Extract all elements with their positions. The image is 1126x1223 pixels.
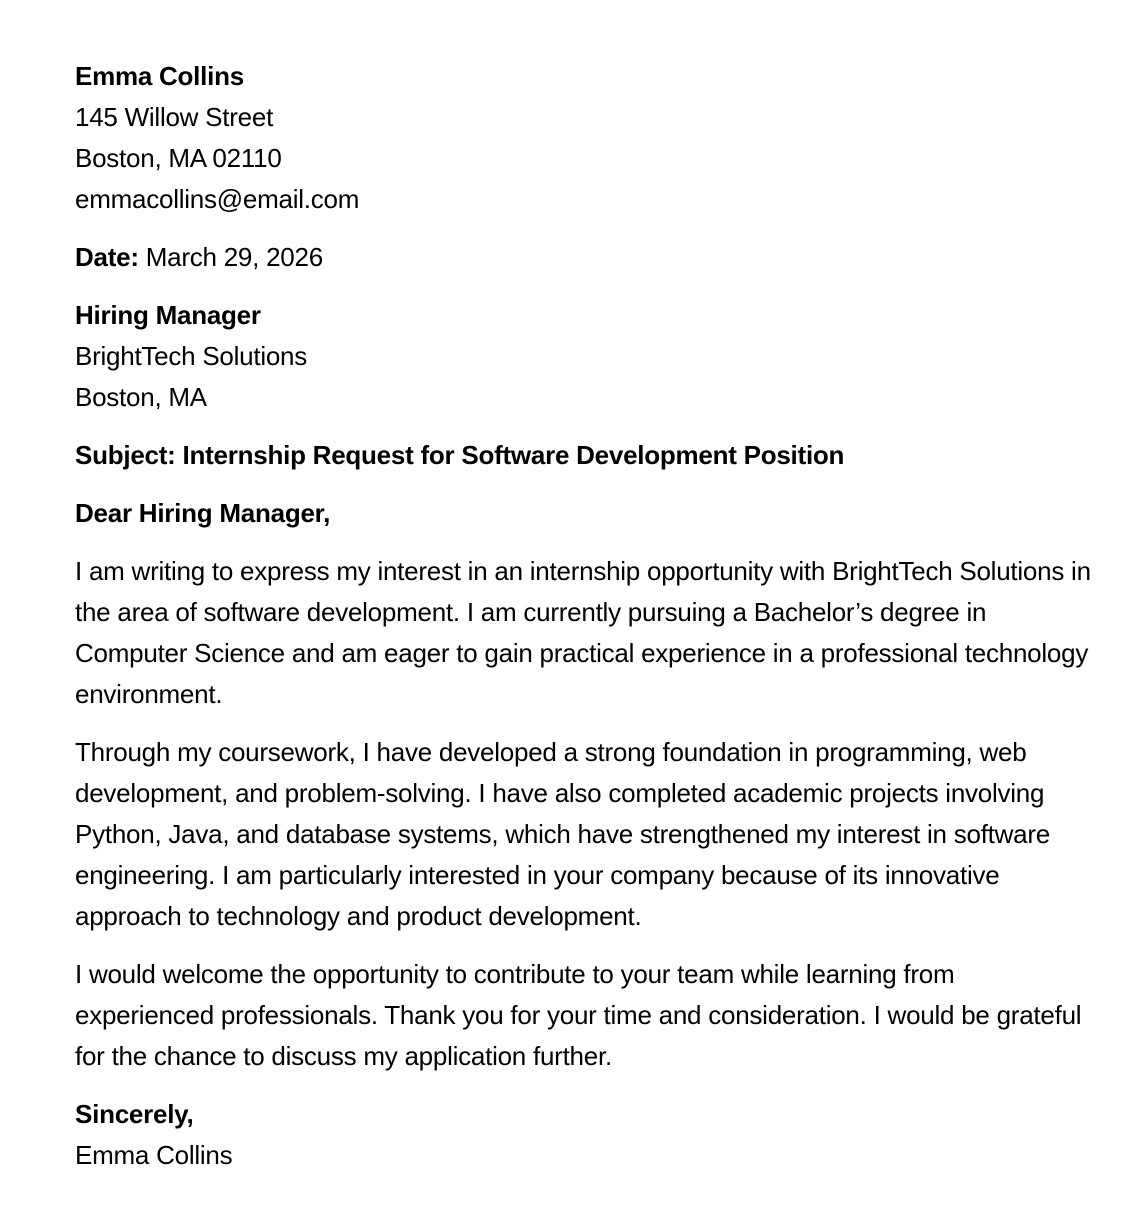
salutation: Dear Hiring Manager, bbox=[75, 498, 331, 528]
closing-block bbox=[75, 1094, 1091, 1176]
closing-signature: Emma Collins bbox=[75, 1140, 233, 1170]
subject-line-block bbox=[75, 435, 1091, 476]
recipient-company: BrightTech Solutions bbox=[75, 341, 308, 371]
closing-signoff: Sincerely, bbox=[75, 1099, 194, 1129]
sender-name: Emma Collins bbox=[75, 61, 244, 91]
date-value: March 29, 2026 bbox=[145, 242, 323, 272]
sender-block bbox=[75, 56, 1091, 220]
body-paragraph-3 bbox=[75, 954, 1091, 1077]
date-line bbox=[75, 237, 1091, 278]
sender-address-line1: 145 Willow Street bbox=[75, 102, 274, 132]
recipient-block bbox=[75, 295, 1091, 418]
body-paragraph-2 bbox=[75, 732, 1091, 937]
salutation-block bbox=[75, 493, 1091, 534]
sender-address-line2: Boston, MA 02110 bbox=[75, 143, 282, 173]
date-paragraph bbox=[75, 237, 1091, 278]
recipient-location: Boston, MA bbox=[75, 382, 207, 412]
body-paragraph-text: I would welcome the opportunity to contribute to your team while learning from experienced professionals. Thank you for your time and consideration. I would be grateful for the chance to discuss my application further. bbox=[75, 959, 1082, 1071]
subject-line: Subject: Internship Request for Software Development Position bbox=[75, 440, 845, 470]
body-paragraph-text: I am writing to express my interest in an internship opportunity with BrightTech Solutions in the area of software development. I am currently pursuing a Bachelor’s degree in Computer Science and am eager to gain practical experience in a professional technology environment. bbox=[75, 556, 1091, 709]
body-paragraph-text: Through my coursework, I have developed a strong foundation in programming, web development, and problem-solving. I have also completed academic projects involving Python, Java, and database systems, which have strengthened my interest in software engineering. I am particularly interested in your company because of its innovative approach to technology and product development. bbox=[75, 737, 1051, 931]
body-paragraph-1 bbox=[75, 551, 1091, 715]
date-label: Date: bbox=[75, 242, 139, 272]
recipient-title: Hiring Manager bbox=[75, 300, 261, 330]
sender-email: emmacollins@email.com bbox=[75, 184, 360, 214]
